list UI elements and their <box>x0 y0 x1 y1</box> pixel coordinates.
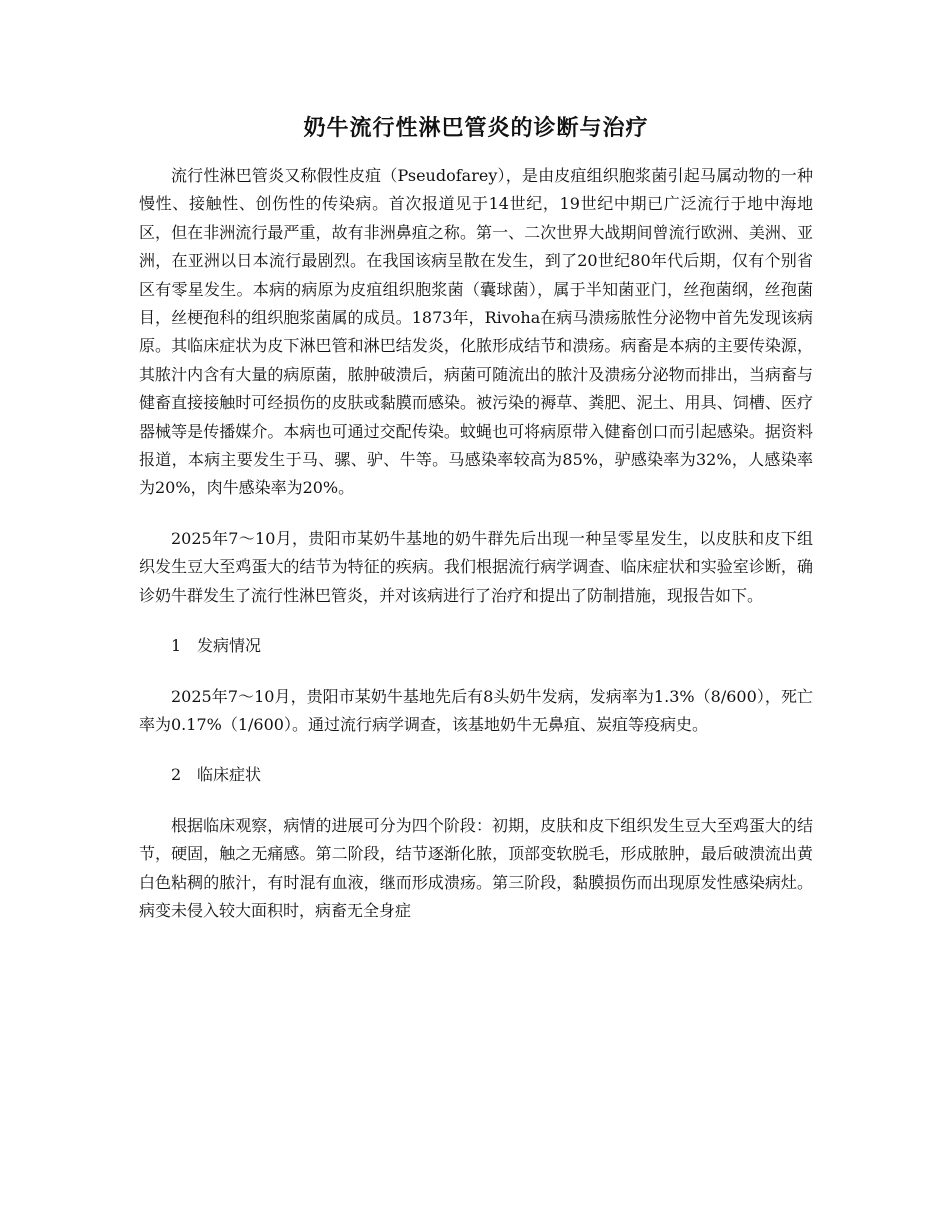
section-heading-clinical <box>139 761 813 789</box>
document-body <box>139 108 813 925</box>
paragraph-intro: 流行性淋巴管炎又称假性皮疽（Pseudofarey），是由皮疽组织胞浆菌引起马属动物的一种慢性、接触性、创伤性的传染病。首次报道见于14世纪，19世纪中期已广泛流行于地中海地区，但在非洲流行最严重，故有非洲鼻疽之称。第一、二次世界大战期间曾流行欧洲、美洲、亚洲，在亚洲以日本流行最剧烈。在我国该病呈散在发生，到了20世纪80年代后期，仅有个别省区有零星发生。本病的病原为皮疽组织胞浆菌（囊球菌），属于半知菌亚门，丝孢菌纲，丝孢菌目，丝梗孢科的组织胞浆菌属的成员。1873年，Rivoha在病马溃疡脓性分泌物中首先发现该病原。其临床症状为皮下淋巴管和淋巴结发炎，化脓形成结节和溃疡。病畜是本病的主要传染源，其脓汁内含有大量的病原菌，脓肿破溃后，病菌可随流出的脓汁及溃疡分泌物而排出，当病畜与健畜直接接触时可经损伤的皮肤或黏膜而感染。被污染的褥草、粪肥、泥土、用具、饲槽、医疗器械等是传播媒介。本病也可通过交配传染。蚊蝇也可将病原带入健畜创口而引起感染。据资料报道，本病主要发生于马、骡、驴、牛等。马感染率较高为85%，驴感染率为32%，人感染率为20%，肉牛感染率为20%。 <box>139 166 813 498</box>
section-heading-onset <box>139 632 813 660</box>
paragraph-clinical: 根据临床观察，病情的进展可分为四个阶段：初期，皮肤和皮下组织发生豆大至鸡蛋大的结节，硬固，触之无痛感。第二阶段，结节逐渐化脓，顶部变软脱毛，形成脓肿，最后破溃流出黄白色粘稠的脓汁，有时混有血液，继而形成溃疡。第三阶段，黏膜损伤而出现原发性感染病灶。病变未侵入较大面积时，病畜无全身症 <box>139 815 813 920</box>
document-title: 奶牛流行性淋巴管炎的诊断与治疗 <box>303 115 649 141</box>
paragraph-background: 2025年7～10月，贵阳市某奶牛基地的奶牛群先后出现一种呈零星发生，以皮肤和皮下组织发生豆大至鸡蛋大的结节为特征的疾病。我们根据流行病学调查、临床症状和实验室诊断，确诊奶牛群发生了流行性淋巴管炎，并对该病进行了治疗和提出了防制措施，现报告如下。 <box>139 528 813 605</box>
paragraph-onset: 2025年7～10月，贵阳市某奶牛基地先后有8头奶牛发病，发病率为1.3%（8/600），死亡率为0.17%（1/600）。通过流行病学调查，该基地奶牛无鼻疽、炭疽等疫病史。 <box>139 686 813 734</box>
section-title: 临床症状 <box>197 765 262 785</box>
section-number: 2 <box>171 765 182 785</box>
section-title: 发病情况 <box>197 636 262 656</box>
section-number: 1 <box>171 636 182 656</box>
